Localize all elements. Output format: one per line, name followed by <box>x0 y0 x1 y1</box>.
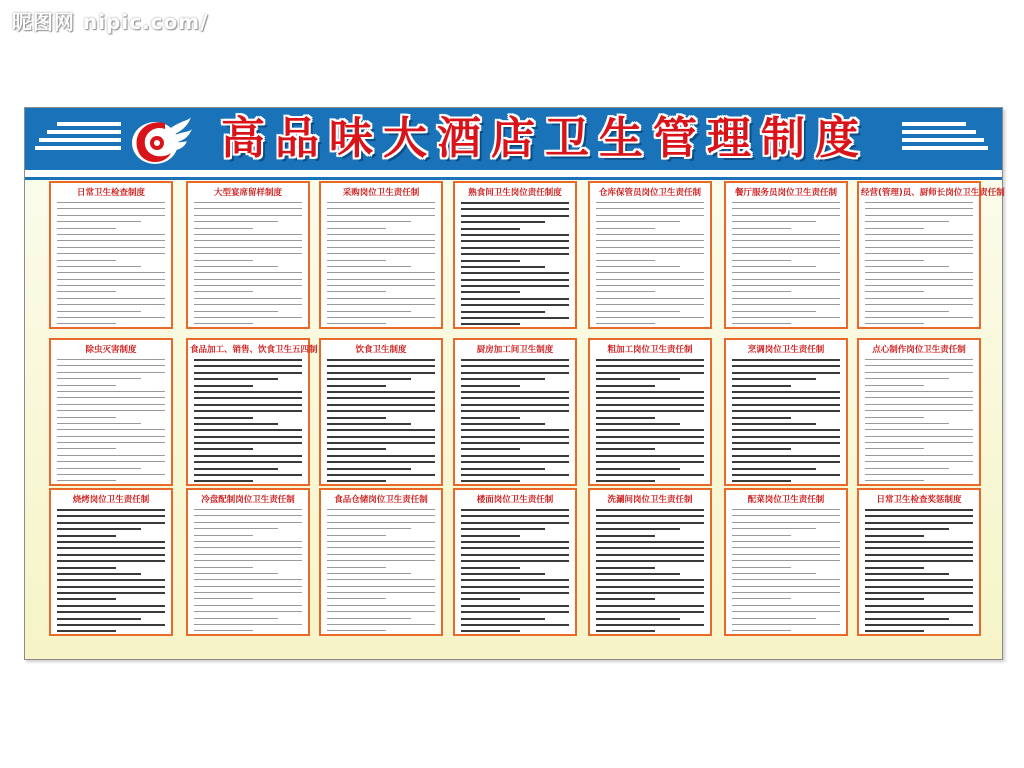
panel-body-text <box>51 509 171 632</box>
regulation-panel <box>319 181 443 329</box>
panel-body-text <box>51 359 171 481</box>
panel-title: 烹调岗位卫生责任制 <box>747 345 825 355</box>
regulation-panel <box>453 338 577 486</box>
regulation-panel <box>588 181 712 329</box>
panel-body-text <box>455 359 575 482</box>
panel-body-text <box>455 202 575 325</box>
notice-board <box>24 107 1003 660</box>
banner-divider <box>25 170 1002 177</box>
panel-body-text <box>859 202 979 324</box>
regulation-panel <box>453 488 577 636</box>
panel-title: 采购岗位卫生责任制 <box>342 188 420 198</box>
panel-body-text <box>188 202 308 324</box>
right-stripes-decoration <box>902 122 988 158</box>
panel-title: 日常卫生检查制度 <box>76 188 145 198</box>
panel-body-text <box>321 359 441 482</box>
phoenix-logo-icon <box>125 111 193 169</box>
panel-body-text <box>590 202 710 324</box>
panel-body-text <box>859 509 979 632</box>
panel-body-text <box>859 359 979 481</box>
panel-body-text <box>321 202 441 324</box>
panel-title: 点心制作岗位卫生责任制 <box>872 345 966 355</box>
regulation-panel <box>186 488 310 636</box>
regulation-panel <box>49 338 173 486</box>
regulation-panel <box>724 338 848 486</box>
panel-title: 大型宴席留样制度 <box>213 188 282 198</box>
regulation-panel <box>724 181 848 329</box>
panel-body-text <box>590 359 710 482</box>
regulation-panel <box>857 181 1005 329</box>
panel-body-text <box>726 202 846 324</box>
panel-title: 食品仓储岗位卫生责任制 <box>334 495 428 505</box>
panel-title: 经营(管理)员、厨师长岗位卫生责任制 <box>861 188 1005 198</box>
panel-title: 饮食卫生制度 <box>355 345 407 355</box>
regulation-panel <box>588 488 712 636</box>
header-banner <box>25 108 1002 170</box>
watermark: 昵图网 nipic.com/ <box>12 10 209 34</box>
regulation-panel <box>49 181 173 329</box>
panel-title: 食品加工、销售、饮食卫生五四制 <box>190 345 318 355</box>
regulation-panel <box>453 181 577 329</box>
panel-title: 冷盘配制岗位卫生责任制 <box>201 495 295 505</box>
panel-body-text <box>188 509 308 631</box>
regulation-panel <box>186 338 318 486</box>
panel-title: 烧烤岗位卫生责任制 <box>72 495 150 505</box>
panel-body-text <box>590 509 710 632</box>
regulation-panel <box>49 488 173 636</box>
panel-title: 楼面岗位卫生责任制 <box>476 495 554 505</box>
panel-body-text <box>726 359 846 482</box>
panel-title: 配菜岗位卫生责任制 <box>747 495 825 505</box>
panel-title: 熟食间卫生岗位责任制度 <box>468 188 562 198</box>
regulation-panel <box>186 181 310 329</box>
panel-body-text <box>51 202 171 324</box>
panel-body-text <box>726 509 846 631</box>
panel-title: 仓库保管员岗位卫生责任制 <box>598 188 701 198</box>
regulation-panel <box>319 488 443 636</box>
board-title: 高品味大酒店卫生管理制度 <box>221 113 869 164</box>
panel-title: 洗涮间岗位卫生责任制 <box>607 495 693 505</box>
panel-title: 除虫灭害制度 <box>85 345 137 355</box>
panel-title: 餐厅服务员岗位卫生责任制 <box>734 188 837 198</box>
regulation-panel <box>588 338 712 486</box>
regulation-panel <box>857 338 981 486</box>
panel-body-text <box>188 359 308 482</box>
panel-title: 厨房加工间卫生制度 <box>476 345 554 355</box>
panel-title: 粗加工岗位卫生责任制 <box>607 345 693 355</box>
left-stripes-decoration <box>35 122 121 158</box>
panel-body-text <box>321 509 441 631</box>
banner-divider-line <box>25 177 1002 180</box>
panel-body-text <box>455 509 575 632</box>
regulation-panel <box>857 488 981 636</box>
panel-title: 日常卫生检查奖惩制度 <box>876 495 962 505</box>
regulation-panel <box>724 488 848 636</box>
regulation-panel <box>319 338 443 486</box>
